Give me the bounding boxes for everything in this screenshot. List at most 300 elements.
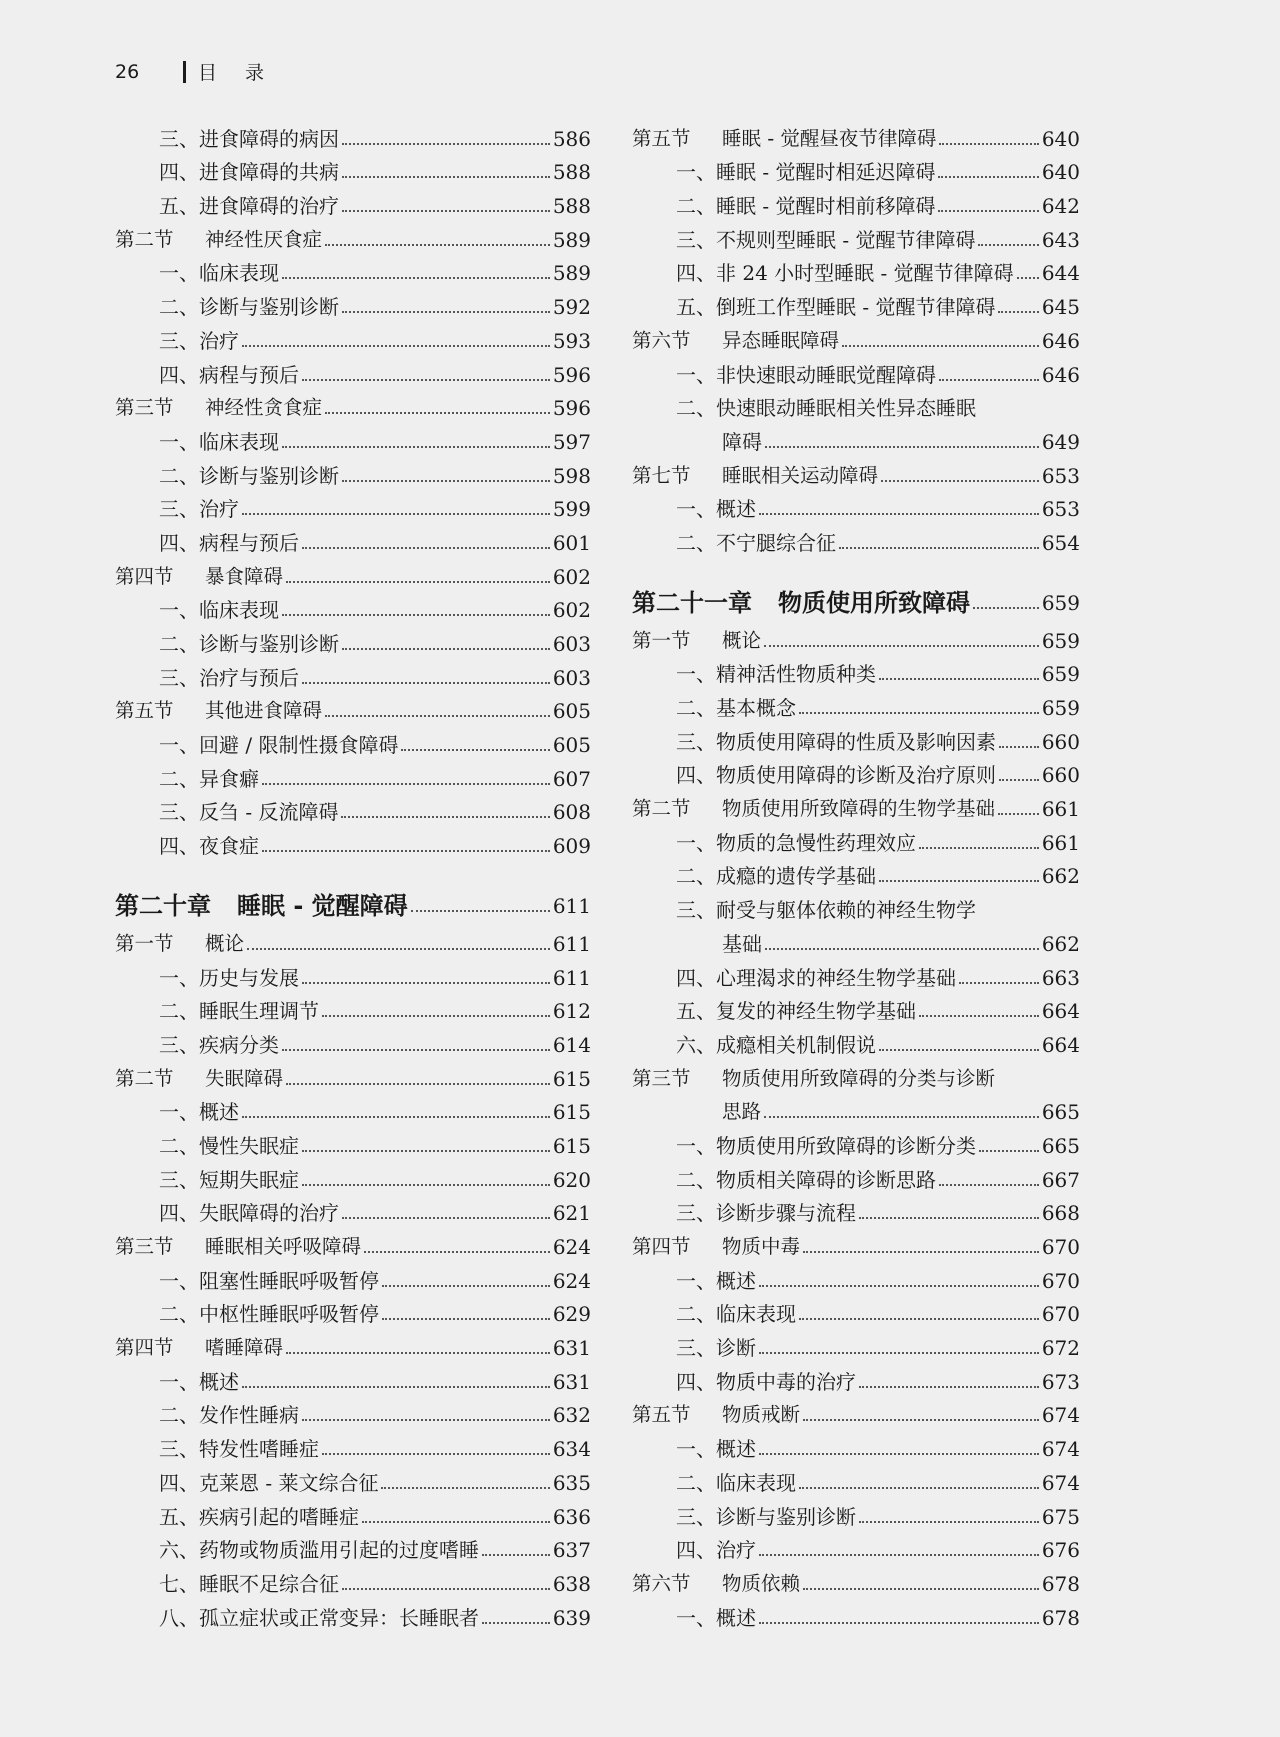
toc-leader-dots bbox=[364, 1250, 550, 1253]
toc-leader-dots bbox=[764, 644, 1039, 647]
toc-entry-title bbox=[115, 227, 322, 253]
toc-page-number: 611 bbox=[552, 931, 591, 956]
toc-entry-text: 嗜睡障碍 bbox=[205, 1336, 284, 1360]
toc-leader-dots bbox=[325, 243, 550, 246]
toc-entry-text: 物质戒断 bbox=[722, 1403, 801, 1427]
toc-entry-text: 四、进食障碍的共病 bbox=[159, 160, 339, 185]
toc-entry bbox=[632, 219, 1080, 253]
toc-leader-dots bbox=[999, 778, 1039, 781]
toc-section bbox=[632, 620, 1080, 654]
toc-leader-dots bbox=[341, 815, 549, 818]
toc-entry-title bbox=[115, 893, 408, 919]
toc-leader-dots bbox=[938, 209, 1038, 212]
toc-entry-title bbox=[115, 1066, 283, 1092]
toc-entry bbox=[115, 152, 591, 186]
toc-entry-title bbox=[115, 159, 339, 185]
toc-entry-text: 一、临床表现 bbox=[159, 261, 279, 286]
toc-entry bbox=[115, 1530, 591, 1564]
toc-leader-dots bbox=[759, 1284, 1039, 1287]
toc-entry-title bbox=[632, 395, 976, 421]
toc-entry-text: 三、短期失眠症 bbox=[159, 1167, 299, 1192]
toc-entry-title bbox=[632, 863, 876, 889]
toc-page-number: 615 bbox=[552, 1066, 591, 1091]
toc-entry-title bbox=[115, 1504, 359, 1530]
toc-page-number: 615 bbox=[552, 1133, 591, 1158]
toc-leader-dots bbox=[362, 1520, 550, 1523]
toc-leader-dots bbox=[411, 909, 550, 912]
toc-page-number: 605 bbox=[552, 733, 591, 758]
toc-entry bbox=[632, 388, 1080, 422]
toc-entry-title bbox=[632, 998, 916, 1024]
toc-entry-text: 一、物质的急慢性药理效应 bbox=[676, 830, 916, 855]
toc-page-number: 676 bbox=[1041, 1538, 1080, 1563]
toc-entry-label: 第四节 bbox=[632, 1235, 691, 1258]
toc-page-number: 645 bbox=[1041, 295, 1080, 320]
toc-entry-text: 物质使用所致障碍的分类与诊断 bbox=[722, 1066, 996, 1090]
toc-leader-dots bbox=[879, 677, 1039, 680]
toc-entry-text: 四、病程与预后 bbox=[159, 362, 299, 387]
toc-entry-title bbox=[632, 1268, 756, 1294]
toc-page-number: 605 bbox=[552, 699, 591, 724]
toc-page-number: 643 bbox=[1041, 227, 1080, 252]
toc-entry bbox=[115, 1294, 591, 1328]
toc-page-number: 678 bbox=[1041, 1605, 1080, 1630]
toc-entry-text: 二、不宁腿综合征 bbox=[676, 530, 836, 555]
toc-leader-dots bbox=[382, 1284, 550, 1287]
toc-leader-dots bbox=[765, 445, 1039, 448]
toc-page-number: 646 bbox=[1041, 328, 1080, 353]
toc-leader-dots bbox=[342, 310, 550, 313]
toc-entry bbox=[115, 522, 591, 556]
toc-page-number: 615 bbox=[552, 1100, 591, 1125]
toc-page-number: 664 bbox=[1041, 1032, 1080, 1057]
toc-entry bbox=[115, 1563, 591, 1597]
toc-entry bbox=[115, 724, 591, 758]
toc-section bbox=[632, 455, 1080, 489]
toc-entry-text: 四、失眠障碍的治疗 bbox=[159, 1201, 339, 1226]
toc-entry-text: 暴食障碍 bbox=[205, 564, 284, 588]
toc-entry-text: 二、快速眼动睡眠相关性异态睡眠 bbox=[676, 396, 976, 421]
toc-section bbox=[632, 320, 1080, 354]
toc-entry-title bbox=[115, 463, 339, 489]
toc-entry-title bbox=[632, 1369, 856, 1395]
toc-entry-title bbox=[115, 1605, 479, 1631]
toc-page-number: 644 bbox=[1041, 261, 1080, 286]
toc-page-number: 642 bbox=[1041, 194, 1080, 219]
toc-leader-dots bbox=[998, 310, 1038, 313]
toc-entry-title bbox=[632, 897, 976, 923]
toc-leader-dots bbox=[286, 1351, 550, 1354]
toc-entry-text: 三、物质使用障碍的性质及影响因素 bbox=[676, 729, 996, 754]
toc-entry-text: 三、治疗与预后 bbox=[159, 665, 299, 690]
toc-entry bbox=[115, 286, 591, 320]
toc-chapter bbox=[115, 871, 591, 919]
toc-page-number: 602 bbox=[552, 564, 591, 589]
toc-entry-text: 二、睡眠生理调节 bbox=[159, 999, 319, 1024]
toc-page-number: 632 bbox=[552, 1403, 591, 1428]
page-title: 目录 bbox=[198, 62, 293, 84]
toc-entry-label: 第四节 bbox=[115, 1336, 174, 1360]
toc-entry-title bbox=[115, 260, 279, 286]
toc-entry-text: 五、复发的神经生物学基础 bbox=[676, 999, 916, 1024]
toc-entry-text: 物质中毒 bbox=[722, 1235, 801, 1258]
toc-entry bbox=[115, 957, 591, 991]
toc-entry-text: 物质使用所致障碍 bbox=[778, 588, 970, 617]
toc-page-number: 603 bbox=[552, 632, 591, 656]
toc-page-number: 620 bbox=[552, 1167, 591, 1192]
toc-page-number: 636 bbox=[552, 1504, 591, 1529]
toc-leader-dots bbox=[286, 1082, 550, 1085]
toc-entry-label: 第六节 bbox=[632, 328, 691, 352]
toc-entry-text: 二、异食癖 bbox=[159, 766, 259, 791]
toc-entry bbox=[115, 1428, 591, 1462]
toc-entry-title bbox=[632, 1504, 856, 1530]
toc-entry-title bbox=[632, 1301, 796, 1327]
toc-leader-dots bbox=[282, 445, 550, 448]
toc-entry-label: 第二十章 bbox=[115, 892, 211, 921]
toc-page-number: 635 bbox=[552, 1470, 591, 1495]
toc-leader-dots bbox=[242, 344, 550, 347]
toc-entry-title bbox=[632, 1537, 756, 1563]
toc-entry-title bbox=[115, 732, 398, 758]
toc-entry bbox=[115, 1092, 591, 1126]
toc-section bbox=[632, 788, 1080, 822]
toc-leader-dots bbox=[282, 613, 550, 616]
toc-page-number: 640 bbox=[1041, 160, 1080, 185]
toc-leader-dots bbox=[342, 647, 550, 650]
toc-leader-dots bbox=[242, 512, 550, 515]
toc-entry-text: 一、精神活性物质种类 bbox=[676, 662, 876, 687]
toc-page-number: 659 bbox=[1041, 662, 1080, 687]
toc-entry-label: 第六节 bbox=[632, 1571, 691, 1595]
toc-entry-text: 三、治疗 bbox=[159, 497, 239, 522]
toc-leader-dots bbox=[482, 1553, 550, 1556]
toc-page-number: 653 bbox=[1041, 497, 1080, 522]
toc-entry-text: 七、睡眠不足综合征 bbox=[159, 1571, 339, 1596]
toc-page-number: 598 bbox=[552, 463, 591, 488]
toc-entry-text: 障碍 bbox=[722, 429, 762, 454]
toc-entry-label: 第一节 bbox=[632, 628, 691, 652]
toc-entry-title bbox=[632, 931, 762, 957]
toc-entry-title bbox=[632, 294, 995, 320]
toc-page-number: 608 bbox=[552, 800, 591, 825]
toc-entry-label: 第七节 bbox=[632, 463, 691, 487]
toc-entry-label: 第二十一章 bbox=[632, 588, 752, 617]
toc-leader-dots bbox=[242, 1385, 550, 1388]
toc-entry-title bbox=[115, 931, 244, 957]
toc-entry bbox=[632, 822, 1080, 856]
toc-entry bbox=[632, 1159, 1080, 1193]
toc-page-number: 639 bbox=[552, 1605, 591, 1630]
toc-page-number: 638 bbox=[552, 1571, 591, 1596]
toc-page-number: 674 bbox=[1041, 1470, 1080, 1495]
toc-entry-text: 一、概述 bbox=[676, 1268, 756, 1293]
toc-section bbox=[632, 118, 1080, 152]
toc-leader-dots bbox=[938, 175, 1038, 178]
toc-entry bbox=[632, 687, 1080, 721]
toc-page-number: 611 bbox=[552, 894, 591, 919]
toc-entry-label: 第四节 bbox=[115, 564, 174, 588]
toc-entry-title bbox=[632, 496, 756, 522]
toc-entry bbox=[115, 825, 591, 859]
toc-page-number: 660 bbox=[1041, 763, 1080, 788]
toc-page-number: 663 bbox=[1041, 965, 1080, 990]
toc-entry-text: 睡眠相关运动障碍 bbox=[722, 463, 879, 487]
toc-entry bbox=[632, 522, 1080, 556]
toc-leader-dots bbox=[262, 782, 550, 785]
toc-entry bbox=[632, 185, 1080, 219]
toc-page-number: 607 bbox=[552, 766, 591, 791]
toc-entry bbox=[115, 185, 591, 219]
toc-entry bbox=[632, 489, 1080, 523]
toc-leader-dots bbox=[999, 745, 1039, 748]
toc-entry bbox=[115, 1024, 591, 1058]
toc-page-number: 659 bbox=[1041, 590, 1080, 615]
toc-leader-dots bbox=[919, 1014, 1039, 1017]
toc-entry bbox=[115, 1361, 591, 1395]
toc-left-column bbox=[115, 118, 591, 1631]
toc-entry-title bbox=[632, 729, 996, 755]
toc-entry-title bbox=[632, 1200, 856, 1226]
toc-entry-text: 四、非 24 小时型睡眠 - 觉醒节律障碍 bbox=[676, 261, 1014, 286]
toc-section bbox=[115, 219, 591, 253]
toc-entry bbox=[115, 1193, 591, 1227]
toc-page-number: 601 bbox=[552, 530, 591, 555]
toc-chapter bbox=[632, 568, 1080, 616]
toc-page-number: 599 bbox=[552, 497, 591, 522]
toc-entry bbox=[115, 1159, 591, 1193]
toc-entry bbox=[632, 1327, 1080, 1361]
toc-entry-title bbox=[115, 328, 239, 354]
toc-leader-dots bbox=[859, 1520, 1039, 1523]
toc-entry-title bbox=[632, 1032, 876, 1058]
toc-leader-dots bbox=[302, 1183, 550, 1186]
toc-entry-title bbox=[115, 799, 338, 825]
toc-entry-title bbox=[632, 1133, 976, 1159]
toc-entry-title bbox=[632, 762, 996, 788]
toc-section bbox=[632, 1058, 1080, 1092]
toc-leader-dots bbox=[382, 1317, 550, 1320]
toc-entry-title bbox=[632, 590, 970, 616]
toc-leader-dots bbox=[799, 1317, 1039, 1320]
toc-leader-dots bbox=[342, 175, 550, 178]
toc-page-number: 629 bbox=[552, 1302, 591, 1327]
toc-leader-dots bbox=[342, 209, 550, 212]
toc-entry-title bbox=[632, 193, 935, 219]
toc-entry-text: 睡眠相关呼吸障碍 bbox=[205, 1235, 362, 1258]
toc-leader-dots bbox=[302, 1149, 550, 1152]
toc-leader-dots bbox=[759, 512, 1039, 515]
toc-entry-title bbox=[115, 1369, 239, 1395]
toc-page-number: 673 bbox=[1041, 1369, 1080, 1394]
toc-entry-text: 物质依赖 bbox=[722, 1571, 801, 1595]
toc-entry-title bbox=[632, 1066, 995, 1092]
toc-leader-dots bbox=[765, 947, 1039, 950]
toc-leader-dots bbox=[282, 1048, 550, 1051]
toc-leader-dots bbox=[342, 1216, 550, 1219]
toc-page-number: 662 bbox=[1041, 931, 1080, 956]
toc-page-number: 614 bbox=[552, 1032, 591, 1057]
toc-leader-dots bbox=[939, 378, 1039, 381]
toc-entry bbox=[115, 623, 591, 657]
toc-right-column bbox=[632, 118, 1080, 1631]
toc-entry bbox=[632, 1361, 1080, 1395]
toc-section bbox=[632, 1226, 1080, 1260]
toc-leader-dots bbox=[302, 681, 550, 684]
toc-entry-text: 一、概述 bbox=[159, 1100, 239, 1125]
toc-entry-text: 一、非快速眼动睡眠觉醒障碍 bbox=[676, 362, 936, 387]
toc-entry bbox=[115, 792, 591, 826]
toc-entry-title bbox=[115, 998, 319, 1024]
toc-entry-text: 四、病程与预后 bbox=[159, 530, 299, 555]
toc-entry-text: 二、临床表现 bbox=[676, 1302, 796, 1327]
toc-entry bbox=[115, 421, 591, 455]
toc-entry-text: 睡眠 - 觉醒障碍 bbox=[237, 892, 408, 921]
toc-leader-dots bbox=[302, 378, 550, 381]
toc-entry-text: 一、概述 bbox=[676, 497, 756, 522]
toc-entry bbox=[115, 455, 591, 489]
toc-entry-text: 四、克莱恩 - 莱文综合征 bbox=[159, 1470, 379, 1495]
toc-entry-text: 四、心理渴求的神经生物学基础 bbox=[676, 965, 956, 990]
toc-entry-text: 二、慢性失眠症 bbox=[159, 1133, 299, 1158]
toc-entry bbox=[115, 657, 591, 691]
toc-entry-label: 第三节 bbox=[632, 1066, 691, 1090]
toc-entry bbox=[632, 1092, 1080, 1126]
toc-page-number: 665 bbox=[1041, 1133, 1080, 1158]
toc-entry-text: 八、孤立症状或正常变异：长睡眠者 bbox=[159, 1605, 479, 1630]
toc-entry-text: 一、睡眠 - 觉醒时相延迟障碍 bbox=[676, 160, 936, 185]
toc-page-number: 596 bbox=[552, 362, 591, 387]
toc-entry-title bbox=[115, 1133, 299, 1159]
toc-entry-title bbox=[632, 1402, 800, 1428]
toc-leader-dots bbox=[764, 1115, 1039, 1118]
toc-leader-dots bbox=[879, 879, 1039, 882]
toc-entry bbox=[632, 1294, 1080, 1328]
toc-entry-label: 第三节 bbox=[115, 1235, 174, 1258]
toc-section bbox=[632, 1563, 1080, 1597]
toc-page-number: 621 bbox=[552, 1201, 591, 1226]
toc-entry bbox=[632, 354, 1080, 388]
toc-leader-dots bbox=[1017, 276, 1039, 279]
toc-entry-text: 一、历史与发展 bbox=[159, 965, 299, 990]
toc-entry bbox=[115, 758, 591, 792]
toc-entry-text: 四、治疗 bbox=[676, 1538, 756, 1563]
toc-entry-text: 一、临床表现 bbox=[159, 429, 279, 454]
toc-entry-label: 第二节 bbox=[632, 797, 691, 821]
toc-entry-text: 三、诊断 bbox=[676, 1336, 756, 1361]
toc-entry bbox=[632, 889, 1080, 923]
toc-page-number: 659 bbox=[1041, 628, 1080, 653]
toc-entry bbox=[115, 354, 591, 388]
toc-page-number: 649 bbox=[1041, 429, 1080, 454]
toc-entry-title bbox=[632, 328, 839, 354]
toc-leader-dots bbox=[859, 1216, 1039, 1219]
toc-leader-dots bbox=[842, 344, 1039, 347]
toc-leader-dots bbox=[342, 1587, 550, 1590]
toc-page-number: 637 bbox=[552, 1538, 591, 1563]
toc-entry-text: 五、疾病引起的嗜睡症 bbox=[159, 1504, 359, 1529]
toc-entry-text: 基础 bbox=[722, 931, 762, 956]
toc-leader-dots bbox=[799, 711, 1039, 714]
toc-entry bbox=[632, 1260, 1080, 1294]
toc-entry bbox=[115, 489, 591, 523]
toc-page-number: 588 bbox=[552, 160, 591, 185]
toc-page-number: 631 bbox=[552, 1336, 591, 1361]
toc-page-number: 659 bbox=[1041, 696, 1080, 720]
toc-page-number: 589 bbox=[552, 261, 591, 286]
toc-page-number: 631 bbox=[552, 1369, 591, 1394]
toc-leader-dots bbox=[939, 1183, 1039, 1186]
toc-entry-text: 其他进食障碍 bbox=[205, 699, 323, 723]
toc-entry bbox=[632, 755, 1080, 789]
toc-entry-text: 四、物质使用障碍的诊断及治疗原则 bbox=[676, 763, 996, 788]
toc-entry-text: 三、疾病分类 bbox=[159, 1032, 279, 1057]
toc-leader-dots bbox=[859, 1385, 1039, 1388]
toc-entry-text: 一、概述 bbox=[676, 1437, 756, 1462]
toc-leader-dots bbox=[973, 606, 1039, 609]
toc-entry-label: 第二节 bbox=[115, 227, 174, 251]
toc-entry-text: 三、耐受与躯体依赖的神经生物学 bbox=[676, 898, 976, 923]
toc-page-number: 597 bbox=[552, 429, 591, 454]
toc-entry-title bbox=[632, 260, 1014, 286]
toc-section bbox=[115, 1226, 591, 1260]
toc-entry bbox=[115, 1395, 591, 1429]
toc-leader-dots bbox=[302, 1418, 550, 1421]
toc-entry-title bbox=[115, 766, 259, 792]
toc-leader-dots bbox=[799, 1486, 1039, 1489]
toc-entry bbox=[632, 1428, 1080, 1462]
toc-leader-dots bbox=[247, 947, 550, 950]
toc-entry-title bbox=[115, 965, 299, 991]
toc-page-number: 654 bbox=[1041, 530, 1080, 555]
toc-page-number: 593 bbox=[552, 328, 591, 353]
toc-entry-title bbox=[115, 1335, 283, 1361]
toc-leader-dots bbox=[998, 812, 1039, 815]
toc-entry-label: 第五节 bbox=[632, 1403, 691, 1427]
toc-page-number: 640 bbox=[1041, 126, 1080, 151]
toc-leader-dots bbox=[881, 479, 1039, 482]
toc-entry bbox=[115, 253, 591, 287]
toc-leader-dots bbox=[919, 846, 1039, 849]
toc-leader-dots bbox=[482, 1621, 550, 1624]
toc-entry-text: 异态睡眠障碍 bbox=[722, 328, 840, 352]
toc-leader-dots bbox=[979, 1149, 1039, 1152]
toc-entry-title bbox=[632, 1436, 756, 1462]
toc-entry-text: 三、诊断与鉴别诊断 bbox=[676, 1504, 856, 1529]
toc-entry-text: 三、反刍 - 反流障碍 bbox=[159, 800, 339, 825]
toc-page-number: 634 bbox=[552, 1437, 591, 1462]
toc-entry-text: 三、诊断步骤与流程 bbox=[676, 1201, 856, 1226]
toc-entry-title bbox=[115, 698, 322, 724]
toc-entry-text: 神经性厌食症 bbox=[205, 227, 323, 251]
toc-leader-dots bbox=[759, 1452, 1039, 1455]
toc-entry-title bbox=[632, 628, 761, 654]
toc-page-number: 602 bbox=[552, 598, 591, 623]
toc-leader-dots bbox=[759, 1621, 1039, 1624]
toc-entry-title bbox=[115, 1402, 299, 1428]
toc-entry-label: 第二节 bbox=[115, 1066, 174, 1090]
toc-entry-text: 二、诊断与鉴别诊断 bbox=[159, 632, 339, 656]
toc-entry-title bbox=[115, 1571, 339, 1597]
toc-entry-title bbox=[115, 1537, 479, 1563]
toc-section bbox=[115, 923, 591, 957]
toc-entry-title bbox=[115, 496, 239, 522]
toc-leader-dots bbox=[978, 243, 1038, 246]
toc-entry bbox=[632, 1462, 1080, 1496]
toc-entry-title bbox=[115, 1470, 378, 1496]
toc-entry-title bbox=[115, 833, 259, 859]
toc-entry bbox=[632, 1024, 1080, 1058]
